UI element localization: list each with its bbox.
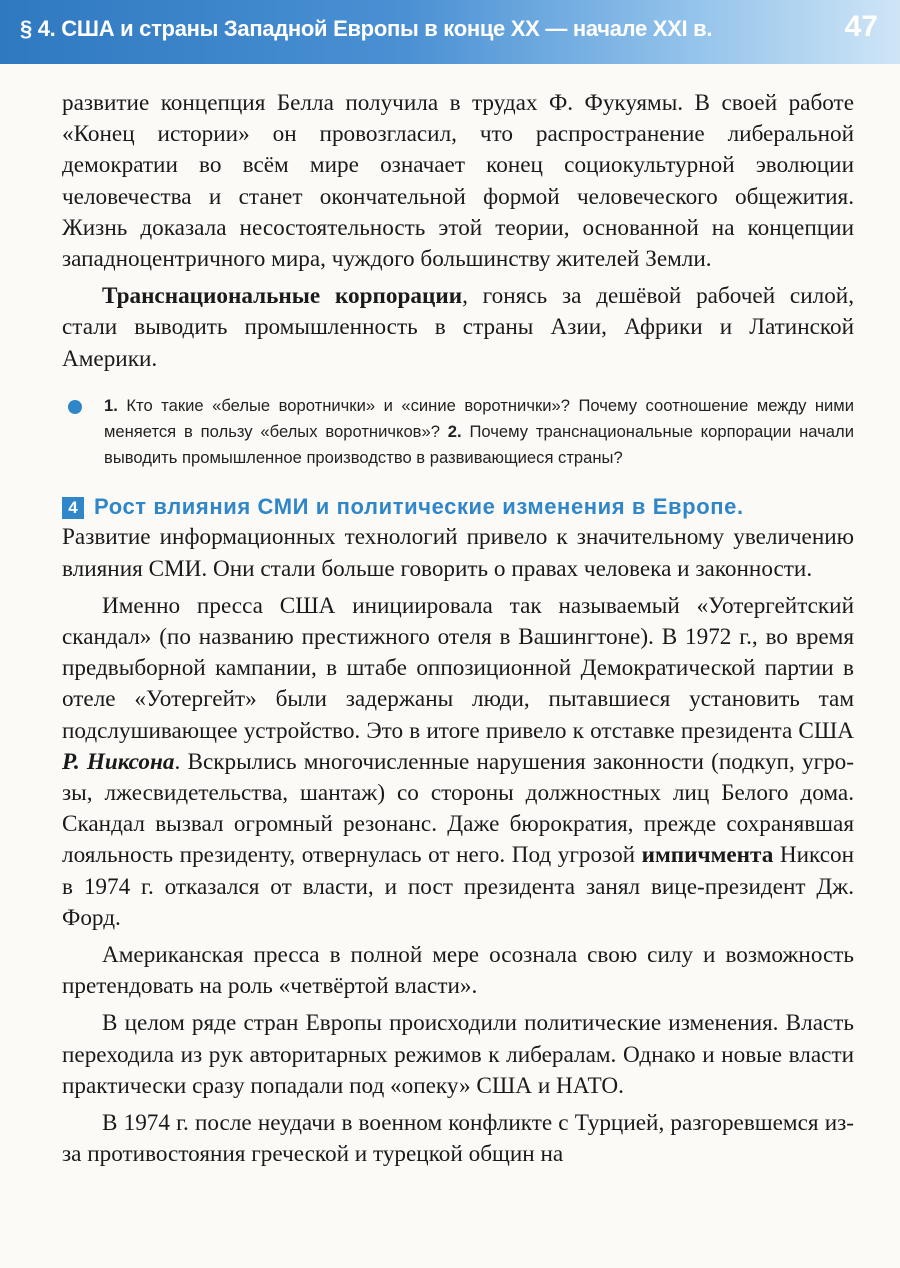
question-1-number: 1. [104, 395, 118, 415]
section-title: Рост влияния СМИ и политические изменения в Европе. [94, 494, 744, 520]
term-impeachment: импичмента [641, 842, 774, 869]
questions-block [62, 393, 854, 472]
paragraph-fukuyama: развитие концепция Белла получила в трудах Ф. Фукуямы. В своей работе «Конец истории» он провозгласил, что распространение либеральной демократии во всём мире означает конец социокультурной эволюции человечества и станет окончательной формой человеческого общежития. Жизнь доказала несостоятельность этой теории, основанной на концепции западноцентричного мира, чуждого большинству жителей Земли. [62, 90, 854, 273]
question-2-number: 2. [447, 422, 462, 442]
paragraph-watergate-b: . Вскрылись многочисленные нарушения законности (подкуп, угрозы, лжесвидетельства, шантаж) со стороны должностных лиц Белого дома. Скандал вызвал огромный резонанс. Даже бюрократия, прежде сохранявшая лояльность президенту, отвернулась от него. Под угрозой [62, 748, 854, 869]
paragraph-media-intro: Развитие информационных технологий привело к значительному увеличению влияния СМИ. Они стали больше говорить о правах человека и законности. [62, 524, 854, 582]
section-number-badge: 4 [62, 497, 84, 519]
questions-text [104, 393, 854, 472]
page-body [62, 88, 854, 1171]
chapter-title: § 4. США и страны Западной Европы в конце XX — начале XXI в. [20, 16, 713, 41]
question-bullet-icon [68, 400, 82, 414]
name-nixon: Р. Никсона [62, 748, 175, 775]
paragraph-tnc-text: , гонясь за дешёвой рабочей силой, стали выводить промышленность в страны Азии, Африки и Латинской Америки. [62, 283, 854, 372]
paragraph-fourth-power: Американская пресса в полной мере осознала свою силу и возможность претендовать на роль «четвёртой власти». [62, 942, 854, 1000]
paragraph-watergate [62, 591, 854, 934]
paragraph-watergate-c: Никсон в 1974 г. отказался от власти, и пост президента занял вице-президент Дж. Форд. [62, 842, 855, 931]
paragraph-greece-1974: В 1974 г. после неудачи в военном конфликте с Турцией, разгоревшемся из-за противостояния греческой и турецкой общин на [62, 1110, 854, 1168]
page-number: 47 [844, 10, 878, 43]
question-1-text: Кто такие «белые воротнички» и «синие воротнички»? Почему соотношение между ними меняется в пользу «белых воротничков»? [104, 395, 854, 442]
page-header-band [0, 0, 900, 64]
paragraph-tnc [62, 281, 854, 375]
question-2-text: Почему транснациональные корпорации начали выводить промышленное производство в развивающиеся страны? [104, 422, 854, 468]
paragraph-europe-changes: В целом ряде стран Европы происходили политические изменения. Власть переходила из рук авторитарных режимов к либералам. Однако и новые власти практически сразу попадали под «опеку» США и НАТО. [62, 1010, 854, 1099]
term-tnc: Транснациональные корпорации [102, 283, 463, 310]
paragraph-watergate-a: Именно пресса США инициировала так называемый «Уотергейтский скандал» (по названию престижного отеля в Вашингтоне). В 1972 г., во время предвыборной кампании, в штабе оппозиционной Демократической партии в отеле «Уотергейт» были задержаны люди, пытавшиеся установить там подслушивающее устройство. Это в итоге привело к отставке президента США [62, 592, 854, 744]
section-heading [62, 491, 854, 522]
